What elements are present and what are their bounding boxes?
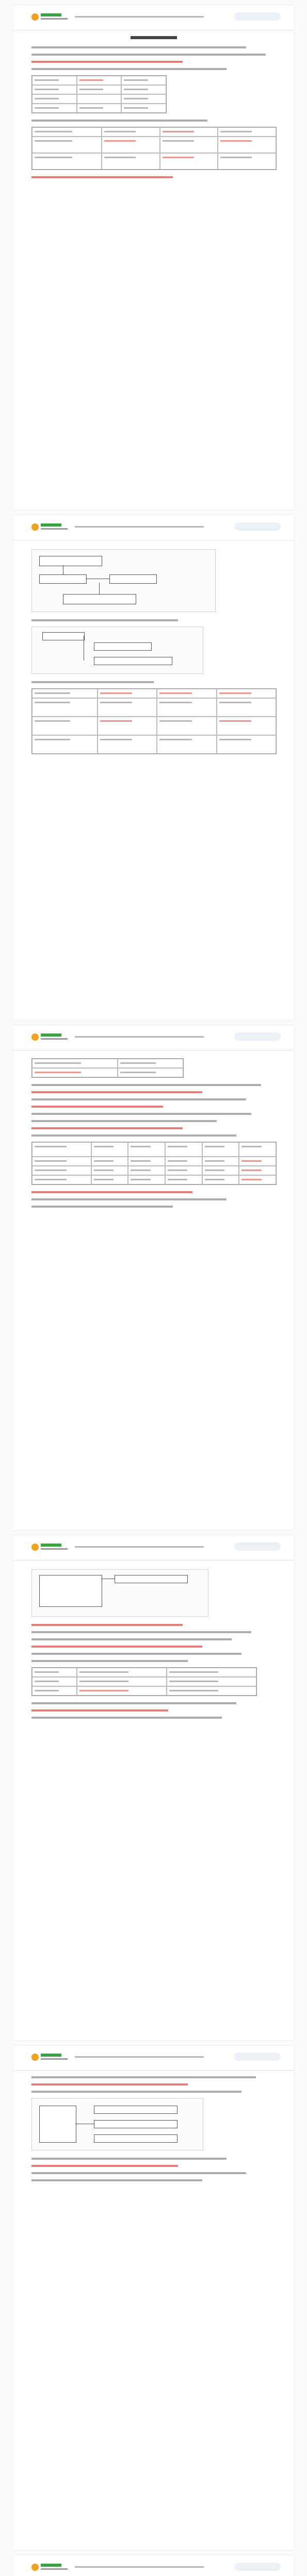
text-line — [31, 1113, 251, 1115]
logo-tagline — [41, 1548, 68, 1550]
diagram-box — [94, 642, 152, 651]
page-1 — [13, 5, 294, 510]
page-header — [13, 1025, 294, 1050]
highlighted-text — [31, 1709, 168, 1711]
table-cell — [32, 104, 77, 113]
logo-icon — [31, 523, 39, 531]
logo-tagline — [41, 2568, 68, 2570]
table-cell — [98, 735, 157, 754]
text-line — [31, 1120, 217, 1122]
highlighted-text — [31, 1091, 202, 1093]
table-cell — [167, 1677, 256, 1686]
table-cell — [98, 689, 157, 698]
text-line — [31, 1631, 251, 1633]
logo-tagline — [41, 18, 68, 20]
table-cell — [77, 94, 122, 104]
table-cell — [165, 1157, 202, 1166]
watermark — [234, 522, 281, 531]
table-cell — [217, 735, 276, 754]
table-cell — [202, 1166, 239, 1175]
highlighted-text — [31, 1106, 163, 1108]
highlighted-text — [31, 61, 183, 63]
text-line — [31, 2158, 227, 2160]
logo-icon — [31, 13, 39, 21]
text-line — [31, 46, 246, 48]
header-rule — [75, 2056, 204, 2058]
table-cell — [32, 1677, 77, 1686]
header-rule — [75, 16, 204, 18]
header-rule — [75, 526, 204, 528]
text-line — [31, 1702, 236, 1704]
logo-tagline — [41, 528, 68, 530]
diagram-box — [39, 1575, 102, 1607]
table-cell — [118, 1068, 184, 1077]
page-3 — [13, 1025, 294, 1530]
table-cell — [218, 127, 276, 137]
table-cell — [32, 1686, 77, 1696]
text-line — [31, 68, 227, 70]
table-cell — [239, 1166, 276, 1175]
table-cell — [32, 1142, 91, 1157]
diagram-box — [63, 594, 136, 604]
watermark — [234, 12, 281, 21]
data-table — [31, 688, 277, 754]
highlighted-text — [31, 1191, 192, 1193]
page-4 — [13, 1535, 294, 2040]
table-cell — [160, 137, 218, 153]
table-cell — [202, 1157, 239, 1166]
header-rule — [75, 1546, 204, 1548]
highlighted-text — [31, 176, 173, 178]
table-cell — [167, 1686, 256, 1696]
header-rule — [75, 2566, 204, 2568]
data-table — [31, 1058, 184, 1078]
branch-diagram — [31, 626, 203, 674]
table-cell — [157, 735, 216, 754]
table-cell — [165, 1166, 202, 1175]
table-cell — [32, 94, 77, 104]
table-cell — [32, 1157, 91, 1166]
table-cell — [77, 104, 122, 113]
text-line — [31, 1098, 246, 1100]
logo-icon — [31, 2054, 39, 2061]
table-cell — [239, 1175, 276, 1184]
table-cell — [167, 1668, 256, 1677]
table-cell — [32, 76, 77, 85]
table-cell — [239, 1142, 276, 1157]
table-cell — [121, 94, 166, 104]
table-cell — [239, 1157, 276, 1166]
table-cell — [202, 1175, 239, 1184]
table-cell — [157, 689, 216, 698]
table-cell — [32, 735, 98, 754]
logo-icon — [31, 1544, 39, 1551]
logo-icon — [31, 1033, 39, 1041]
table-cell — [32, 717, 98, 735]
table-cell — [102, 137, 160, 153]
table-cell — [32, 689, 98, 698]
page-header — [13, 2045, 294, 2071]
table-cell — [202, 1142, 239, 1157]
document-title — [131, 36, 177, 39]
table-cell — [32, 698, 98, 717]
diagram-box — [94, 2106, 177, 2114]
table-cell — [32, 1068, 118, 1077]
page-6 — [13, 2555, 294, 2576]
logo-mark — [41, 2564, 61, 2567]
flow-diagram — [31, 549, 216, 612]
table-cell — [160, 153, 218, 170]
flow-diagram — [31, 2098, 203, 2150]
diagram-box — [94, 2120, 177, 2128]
page-content — [31, 1566, 276, 1724]
table-cell — [121, 104, 166, 113]
table-cell — [118, 1059, 184, 1068]
table-cell — [98, 698, 157, 717]
table-cell — [32, 85, 77, 94]
table-cell — [217, 689, 276, 698]
text-line — [31, 681, 154, 683]
page-content — [31, 36, 276, 183]
table-cell — [121, 85, 166, 94]
diagram-arrow — [99, 583, 100, 594]
table-cell — [165, 1142, 202, 1157]
table-cell — [128, 1166, 165, 1175]
text-line — [31, 120, 207, 122]
text-line — [31, 1198, 227, 1200]
highlighted-text — [31, 2083, 188, 2086]
watermark — [234, 1543, 281, 1551]
text-line — [31, 1134, 236, 1137]
table-cell — [102, 153, 160, 170]
text-line — [31, 54, 266, 56]
text-line — [31, 2091, 241, 2093]
data-table — [31, 1667, 257, 1696]
table-cell — [77, 1686, 167, 1696]
flow-diagram — [31, 1569, 208, 1617]
table-cell — [32, 153, 102, 170]
watermark — [234, 2053, 281, 2061]
page-header — [13, 2555, 294, 2576]
page-2 — [13, 515, 294, 1020]
logo-mark — [41, 2054, 61, 2057]
text-line — [31, 1660, 188, 1662]
diagram-box — [42, 632, 85, 640]
table-cell — [102, 127, 160, 137]
logo-icon — [31, 2564, 39, 2571]
table-cell — [128, 1175, 165, 1184]
diagram-box — [39, 574, 87, 584]
diagram-box — [39, 2106, 76, 2143]
diagram-box — [39, 556, 102, 566]
table-cell — [217, 717, 276, 735]
table-cell — [218, 137, 276, 153]
diagram-box — [94, 657, 172, 665]
table-cell — [32, 137, 102, 153]
text-line — [31, 619, 178, 621]
table-cell — [32, 1166, 91, 1175]
table-cell — [121, 76, 166, 85]
text-line — [31, 2076, 256, 2078]
page-5 — [13, 2045, 294, 2550]
page-content — [31, 2076, 276, 2187]
diagram-box — [109, 574, 157, 584]
highlighted-text — [31, 2165, 178, 2167]
text-line — [31, 1084, 261, 1086]
table-cell — [157, 717, 216, 735]
highlighted-text — [31, 1127, 183, 1129]
table-cell — [77, 76, 122, 85]
highlighted-text — [31, 1624, 183, 1626]
watermark — [234, 2563, 281, 2571]
page-header — [13, 515, 294, 540]
page-header — [13, 1535, 294, 1561]
data-table — [31, 127, 277, 170]
page-content — [31, 1056, 276, 1213]
table-cell — [98, 717, 157, 735]
header-rule — [75, 1036, 204, 1038]
table-cell — [160, 127, 218, 137]
highlighted-text — [31, 1646, 202, 1648]
table-cell — [77, 1668, 167, 1677]
text-line — [31, 2172, 246, 2174]
logo-tagline — [41, 2058, 68, 2060]
table-cell — [157, 698, 216, 717]
text-line — [31, 1717, 222, 1719]
table-cell — [77, 85, 122, 94]
table-cell — [32, 127, 102, 137]
diagram-box — [115, 1575, 188, 1583]
logo-mark — [41, 1544, 61, 1547]
page-content — [31, 546, 276, 760]
data-table — [31, 1142, 277, 1185]
table-cell — [32, 1175, 91, 1184]
watermark — [234, 1032, 281, 1041]
table-cell — [77, 1677, 167, 1686]
logo-mark — [41, 13, 61, 16]
logo-mark — [41, 1033, 61, 1037]
text-line — [31, 2179, 202, 2181]
table-cell — [91, 1142, 128, 1157]
table-cell — [218, 153, 276, 170]
table-cell — [32, 1059, 118, 1068]
table-cell — [91, 1166, 128, 1175]
page-header — [13, 5, 294, 30]
table-cell — [128, 1142, 165, 1157]
data-table — [31, 75, 167, 113]
table-cell — [128, 1157, 165, 1166]
text-line — [31, 1653, 241, 1655]
text-line — [31, 1638, 232, 1640]
table-cell — [217, 698, 276, 717]
table-cell — [91, 1157, 128, 1166]
text-line — [31, 1206, 173, 1208]
table-cell — [91, 1175, 128, 1184]
table-cell — [165, 1175, 202, 1184]
diagram-box — [94, 2134, 177, 2143]
logo-mark — [41, 523, 61, 527]
table-cell — [32, 1668, 77, 1677]
logo-tagline — [41, 1038, 68, 1040]
